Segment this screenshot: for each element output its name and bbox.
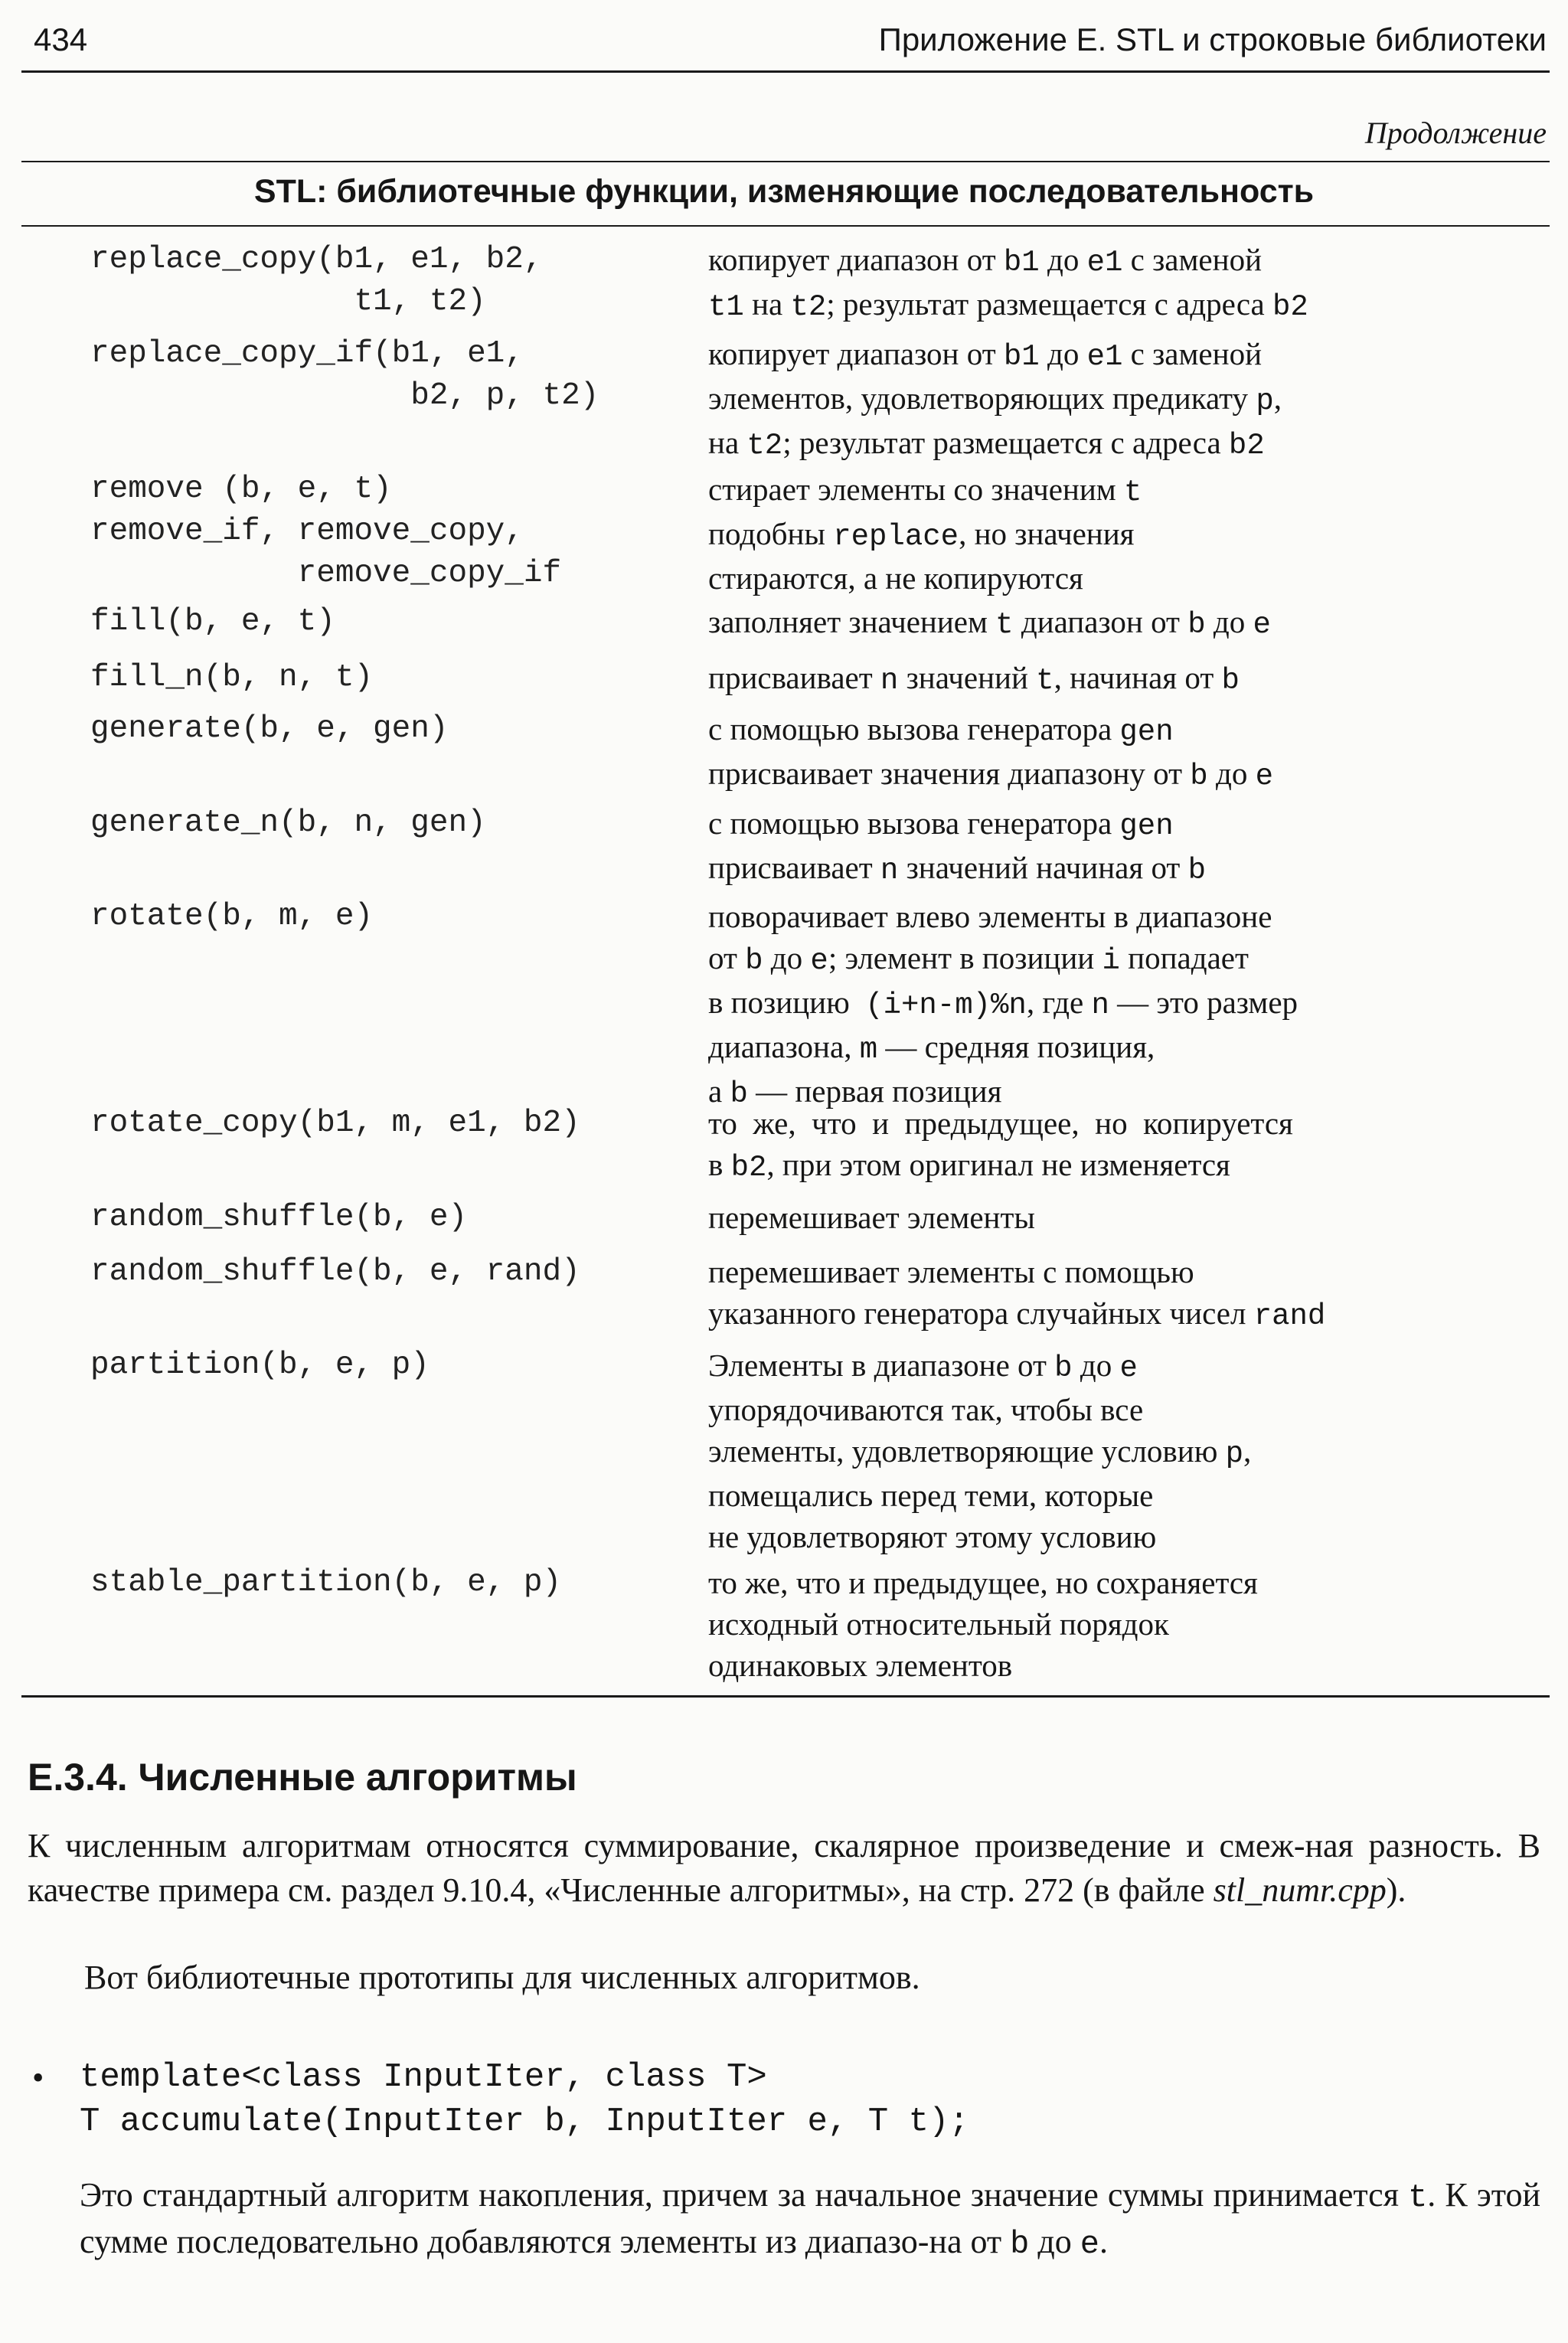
text-span: до: [1039, 242, 1087, 277]
code-term: rand: [1253, 1299, 1326, 1333]
code-term: t: [995, 608, 1014, 642]
text-span: Элементы в диапазоне от: [708, 1348, 1055, 1383]
text-span: диапазон от: [1013, 604, 1188, 639]
text-span: ; элемент в позиции: [828, 940, 1102, 975]
text-span: , начиная от: [1054, 660, 1222, 695]
text-span: до: [1029, 2223, 1080, 2260]
code-term: e: [1253, 608, 1271, 642]
code-term: b: [1190, 760, 1208, 793]
function-signature: stable_partition(b, e, p): [90, 1565, 562, 1600]
code-term: e: [810, 944, 828, 978]
text-span: до: [1072, 1348, 1120, 1383]
text-span: присваивает: [708, 850, 873, 885]
code-term: b2: [1228, 429, 1265, 462]
function-signature: remove (b, e, t) remove_if, remove_copy, remove_copy_if: [90, 472, 562, 591]
text-span: значений: [898, 660, 1037, 695]
function-description: [708, 333, 1527, 466]
code-term: b2: [730, 1151, 767, 1185]
text-span: заполняет значением: [708, 604, 996, 639]
code-term: b2: [1272, 290, 1308, 324]
text-span: присваивает значения диапазону от: [708, 756, 1183, 791]
function-description: [708, 239, 1527, 328]
code-term: i: [1102, 944, 1120, 978]
text-span: значений начиная от: [898, 850, 1188, 885]
code-term: n: [1091, 989, 1109, 1022]
table-bottom-rule: [21, 1695, 1550, 1698]
function-signature: partition(b, e, p): [90, 1348, 430, 1383]
function-description: [708, 802, 1527, 891]
code-term: b: [745, 944, 763, 978]
body-paragraph-2: Вот библиотечные прототипы для численных алгоритмов.: [84, 1959, 920, 1996]
function-description: [708, 1103, 1527, 1188]
text-span: перемешивает элементы: [708, 1200, 1035, 1235]
code-term: b1: [1003, 246, 1040, 279]
code-term: e1: [1086, 340, 1123, 374]
text-span: перемешивает элементы с помощью указанного генератора случайных чисел: [708, 1254, 1246, 1331]
text-span: , при этом оригинал не изменяется: [766, 1147, 1230, 1182]
code-term: b: [730, 1077, 748, 1111]
text-span: ).: [1386, 1871, 1406, 1909]
code-term: m: [859, 1033, 878, 1067]
function-signature: generate_n(b, n, gen): [90, 806, 486, 841]
code-term: b: [1187, 854, 1207, 887]
text-span: упорядочиваются так, чтобы все элементы, удовлетворяющие условию: [708, 1392, 1218, 1469]
bullet-marker: •: [32, 2059, 44, 2096]
function-signature: replace_copy_if(b1, e1, b2, p, t2): [90, 336, 599, 413]
function-signature: rotate(b, m, e): [90, 899, 374, 934]
code-term: n: [880, 664, 899, 698]
code-term: t: [1123, 475, 1142, 509]
function-description: [708, 1345, 1527, 1557]
text-span: присваивает: [708, 660, 880, 695]
text-span: , на: [708, 381, 1282, 460]
code-term: e1: [1086, 246, 1123, 279]
text-span: подобны: [708, 516, 825, 551]
function-description: [708, 601, 1527, 645]
text-span: то же, что и предыдущее, но копируется в: [708, 1106, 1293, 1182]
function-description: [708, 469, 1527, 599]
code-term: n: [880, 854, 899, 887]
function-signature: random_shuffle(b, e, rand): [90, 1254, 580, 1289]
filename: stl_numr.cpp: [1213, 1871, 1387, 1909]
text-span: — средняя позиция, а: [708, 1029, 1155, 1109]
continuation-label: Продолжение: [1364, 116, 1547, 150]
text-span: с заменой элементов, удовлетворяющих предикату: [708, 336, 1263, 416]
code-term: b1: [1003, 340, 1040, 374]
text-span: до: [1039, 336, 1087, 371]
text-span: то же, что и предыдущее, но сохраняется исходный относительный порядок одинаковых элементов: [708, 1565, 1258, 1683]
text-span: копирует диапазон от: [708, 242, 1004, 277]
text-span: К численным алгоритмам относятся суммирование, скалярное произведение и смеж-ная разность. В качестве примера см. раздел 9.10.4, «Численные алгоритмы», на стр. 272 (в файле: [28, 1827, 1540, 1909]
text-span: , но значения стираются, а не копируются: [708, 516, 1135, 596]
function-signature: random_shuffle(b, e): [90, 1200, 468, 1235]
running-header: Приложение Е. STL и строковые библиотеки: [878, 21, 1547, 57]
table-title: STL: библиотечные функции, изменяющие последовательность: [253, 173, 1315, 210]
function-signature: replace_copy(b1, e1, b2, t1, t2): [90, 242, 543, 319]
text-span: , где: [1026, 985, 1092, 1020]
section-heading: Е.3.4. Численные алгоритмы: [28, 1756, 577, 1799]
text-span: , помещались перед теми, которые не удовлетворяют этому условию: [708, 1433, 1252, 1554]
code-term: t: [1036, 664, 1054, 698]
code-term: p: [1256, 384, 1274, 418]
text-span: Это стандартный алгоритм накопления, причем за начальное значение суммы принимается: [80, 2176, 1409, 2214]
code-term: t1: [708, 290, 744, 324]
text-span: копирует диапазон от: [708, 336, 1004, 371]
function-description: [708, 708, 1527, 797]
code-term: p: [1225, 1437, 1244, 1471]
code-term: t2: [746, 429, 783, 462]
code-term: gen: [1119, 809, 1174, 843]
text-span: .: [1099, 2223, 1108, 2260]
table-title-rule: [21, 225, 1550, 227]
prototype-code: template<class InputIter, class T> T accumulate(InputIter b, InputIter e, T t);: [80, 2058, 969, 2141]
code-term: b: [1010, 2226, 1030, 2263]
text-span: до: [1207, 756, 1256, 791]
header-rule: [21, 70, 1550, 73]
function-description: [708, 1562, 1527, 1686]
text-span: — первая позиция: [747, 1073, 1002, 1109]
text-span: с помощью вызова генератора: [708, 806, 1120, 841]
text-span: до: [1205, 604, 1253, 639]
table-top-rule: [21, 161, 1550, 162]
text-span: . К этой сумме последовательно добавляются элементы из диапазо-на от: [80, 2176, 1540, 2260]
code-term: b: [1187, 608, 1206, 642]
body-paragraph-3: [80, 2173, 1540, 2266]
text-span: поворачивает влево элементы в диапазоне от: [708, 899, 1272, 975]
function-signature: fill_n(b, n, t): [90, 660, 374, 695]
text-span: с помощью вызова генератора: [708, 711, 1120, 747]
text-span: попадает в позицию: [708, 940, 1249, 1020]
code-term: b: [1221, 664, 1240, 698]
code-term: e: [1255, 760, 1273, 793]
page-number: 434: [34, 21, 88, 57]
function-signature: generate(b, e, gen): [90, 711, 449, 747]
code-term: (i+n-m)%n: [865, 989, 1027, 1022]
function-signature: rotate_copy(b1, m, e1, b2): [90, 1106, 580, 1141]
text-span: стирает элементы со значеним: [708, 472, 1124, 507]
code-term: replace: [833, 520, 959, 554]
code-term: e: [1080, 2226, 1099, 2263]
function-description: [708, 896, 1527, 1115]
text-span: ; результат размещается с адреса: [826, 286, 1272, 322]
function-description: [708, 1251, 1527, 1337]
code-term: e: [1119, 1351, 1138, 1385]
code-term: t2: [790, 290, 827, 324]
code-term: b: [1054, 1351, 1073, 1385]
function-signature: fill(b, e, t): [90, 604, 335, 639]
function-description: [708, 657, 1527, 701]
text-span: — это размер диапазона,: [708, 985, 1298, 1064]
text-span: с заменой: [1130, 242, 1263, 277]
code-term: gen: [1119, 715, 1174, 749]
text-span: на: [743, 286, 791, 322]
text-span: до: [763, 940, 811, 975]
code-term: t: [1408, 2179, 1428, 2216]
function-description: [708, 1197, 1527, 1238]
body-paragraph-1: [28, 1824, 1540, 1913]
text-span: ; результат размещается с адреса: [782, 425, 1229, 460]
